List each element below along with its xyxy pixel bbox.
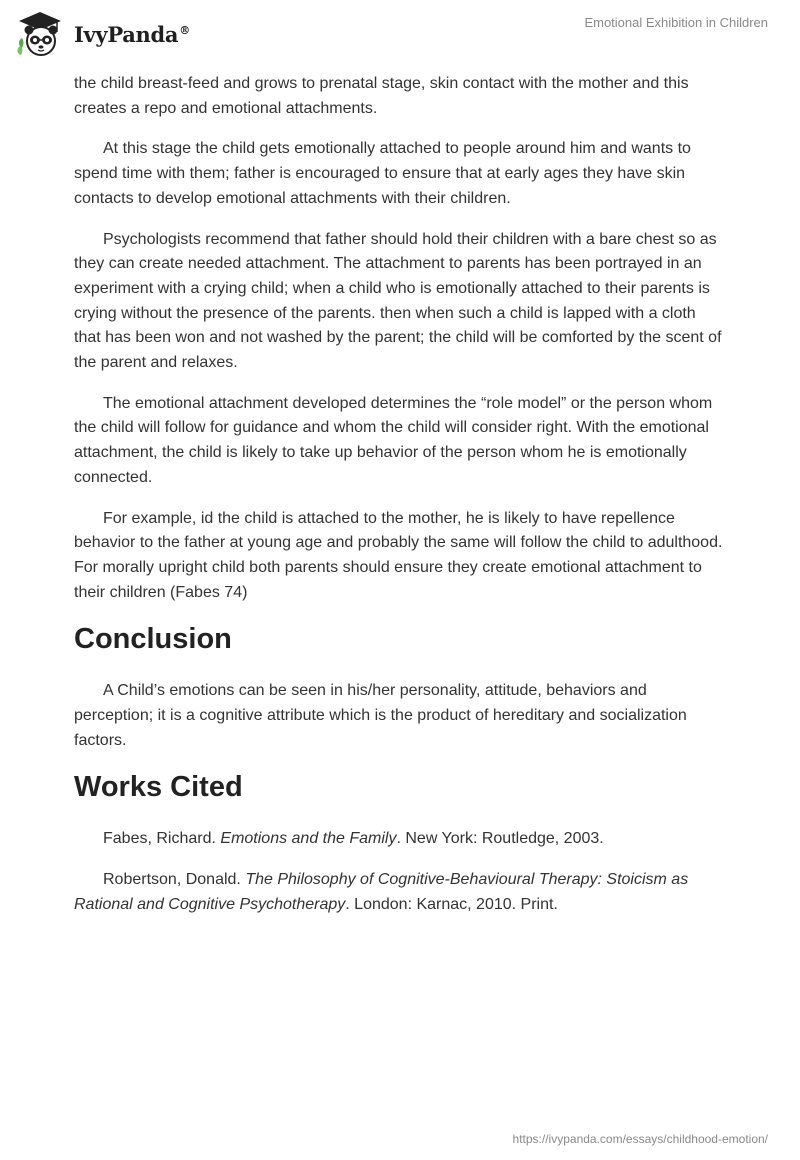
body-paragraph-5: For example, id the child is attached to the mother, he is likely to have repellence behavior to the father at young age and probably the same will follow the child to adulthood. For morally upright child both parents should ensure they create emotional attachment to their children (Fabes 74) — [74, 509, 723, 601]
registered-mark: ® — [179, 23, 190, 37]
works-cited-heading: Works Cited — [74, 771, 243, 804]
document-title: Emotional Exhibition in Children — [584, 15, 768, 30]
body-paragraph-2: At this stage the child gets emotionally attached to people around him and wants to spend time with them; father is encouraged to ensure that at early ages they have skin contacts to develop emotional attachments with their children. — [74, 140, 691, 207]
body-paragraph-4: The emotional attachment developed determines the “role model” or the person whom the child will follow for guidance and whom the child will consider right. With the emotional attachment, the child is likely to take up behavior of the person whom he is emotionally connected. — [74, 394, 713, 486]
citation-author: Fabes, Richard. — [103, 830, 221, 848]
source-url[interactable]: https://ivypanda.com/essays/childhood-emotion/ — [512, 1132, 768, 1146]
page-header — [0, 0, 800, 70]
conclusion-paragraph: A Child’s emotions can be seen in his/her personality, attitude, behaviors and perception; it is a cognitive attribute which is the product of hereditary and socialization factors. — [74, 682, 687, 749]
citation-entry — [74, 827, 726, 852]
body-paragraph-3: Psychologists recommend that father should hold their children with a bare chest so as they can create needed attachment. The attachment to parents has been portrayed in an experiment with a crying child; when a child who is emotionally attached to their parents is crying without the presence of the parents. then when such a child is lapped with a cloth that has been won and not washed by the parent; the child will be comforted by the scent of the parent and relaxes. — [74, 230, 722, 372]
citation-author: Robertson, Donald. — [103, 871, 246, 889]
body-paragraph-1: the child breast-feed and grows to prenatal stage, skin contact with the mother and this creates a repo and emotional attachments. — [74, 75, 689, 117]
brand-text: IvyPanda — [74, 21, 179, 47]
ivypanda-logo[interactable] — [14, 8, 214, 60]
citation-entry — [74, 868, 726, 917]
conclusion-heading: Conclusion — [74, 623, 232, 656]
citation-publication: . New York: Routledge, 2003. — [396, 830, 604, 848]
citation-title: The Philosophy of Cognitive-Behavioural Therapy: Stoicism as Rational and Cognitive Psychotherapy — [74, 871, 689, 913]
brand-name — [74, 22, 190, 47]
panda-graduate-icon — [14, 8, 66, 60]
essay-content — [74, 72, 726, 934]
citation-title: Emotions and the Family — [220, 830, 397, 848]
citation-publication: . London: Karnac, 2010. Print. — [345, 895, 558, 913]
